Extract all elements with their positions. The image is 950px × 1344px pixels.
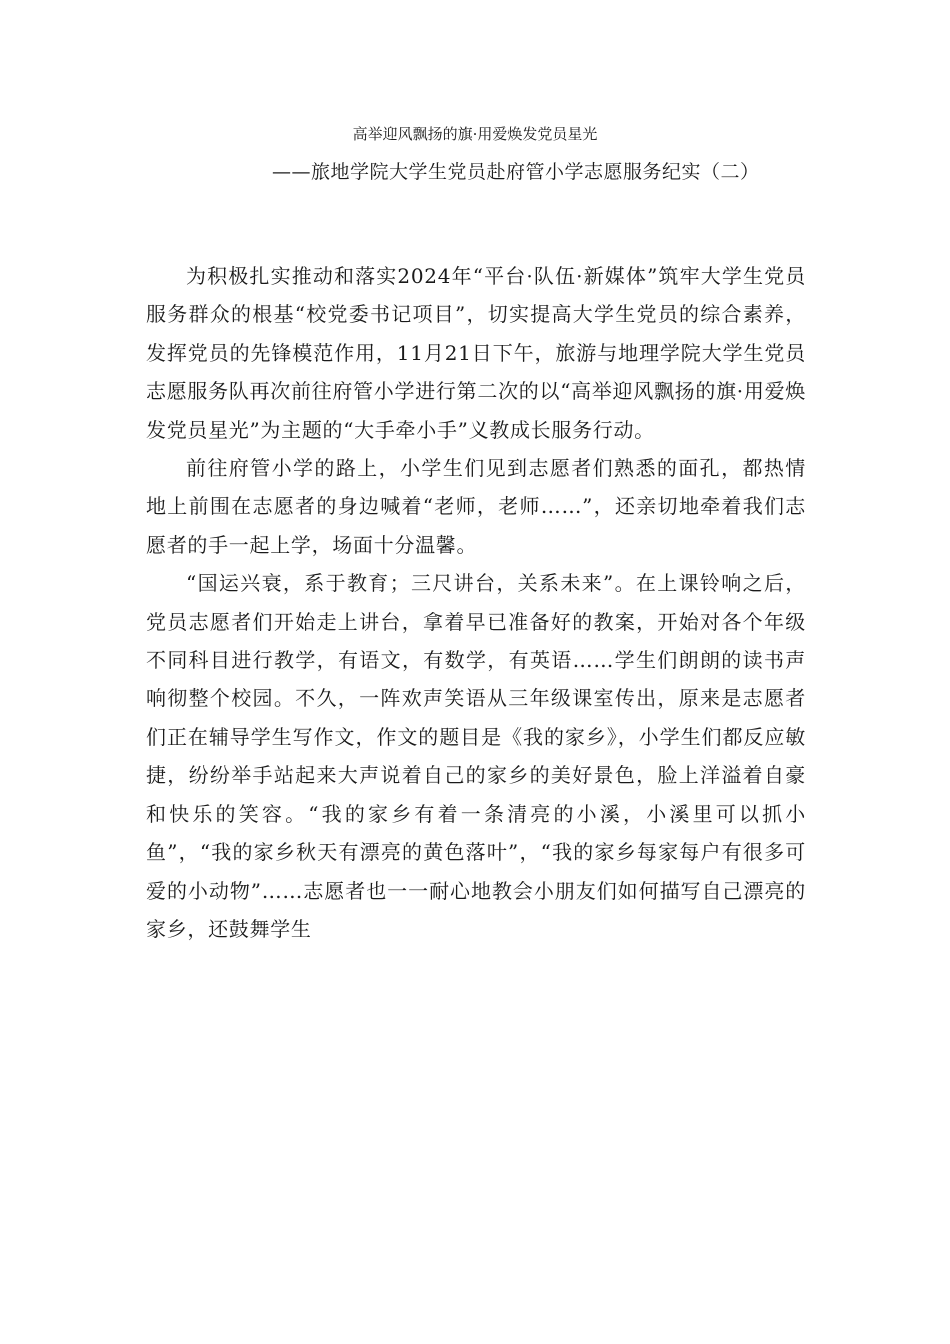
- document-body: [146, 257, 806, 948]
- paragraph-1: 为积极扎实推动和落实2024年“平台·队伍·新媒体”筑牢大学生党员服务群众的根基“校党委书记项目”，切实提高大学生党员的综合素养，发挥党员的先锋模范作用，11月21日下午，旅游与地理学院大学生党员志愿服务队再次前往府管小学进行第二次的以“高举迎风飘扬的旗·用爱焕发党员星光”为主题的“大手牵小手”义教成长服务行动。: [146, 264, 806, 442]
- paragraph-3: “国运兴衰，系于教育；三尺讲台，关系未来”。在上课铃响之后，党员志愿者们开始走上讲台，拿着早已准备好的教案，开始对各个年级不同科目进行教学，有语文，有数学，有英语……学生们朗朗的读书声响彻整个校园。不久，一阵欢声笑语从三年级课室传出，原来是志愿者们正在辅导学生写作文，作文的题目是《我的家乡》，小学生们都反应敏捷，纷纷举手站起来大声说着自己的家乡的美好景色，脸上洋溢着自豪和快乐的笑容。“我的家乡有着一条清亮的小溪，小溪里可以抓小鱼”，“我的家乡秋天有漂亮的黄色落叶”，“我的家乡每家每户有很多可爱的小动物”……志愿者也一一耐心地教会小朋友们如何描写自己漂亮的家乡，还鼓舞学生: [146, 571, 806, 941]
- document-title: 高举迎风飘扬的旗·用爱焕发党员星光: [352, 125, 598, 143]
- document-subtitle: ——旅地学院大学生党员赴府管小学志愿服务纪实（二）: [272, 161, 760, 183]
- paragraph-2: 前往府管小学的路上，小学生们见到志愿者们熟悉的面孔，都热情地上前围在志愿者的身边喊着“老师，老师……”，还亲切地牵着我们志愿者的手一起上学，场面十分温馨。: [146, 456, 806, 557]
